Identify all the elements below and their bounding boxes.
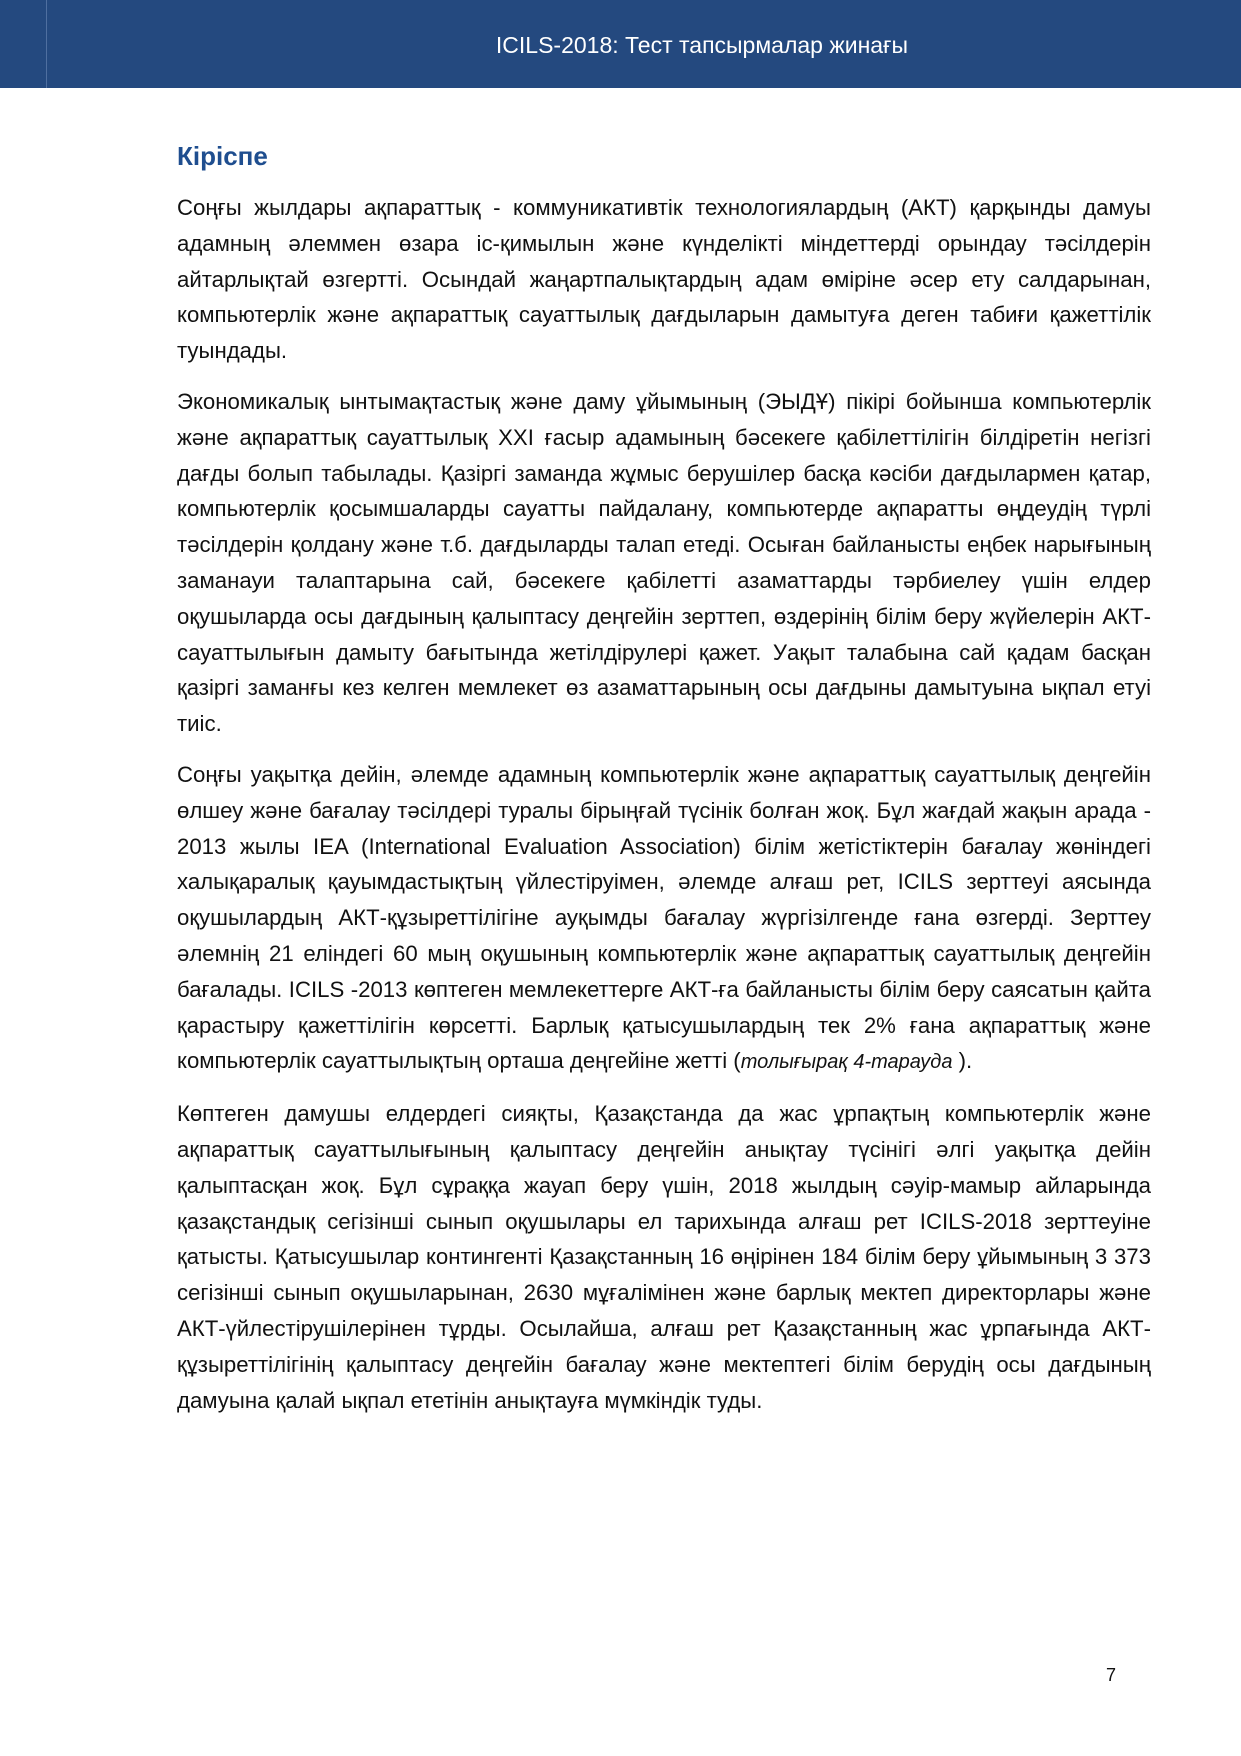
paragraph-2: Экономикалық ынтымақтастық және даму ұйымының (ЭЫДҰ) пікірі бойынша компьютерлік және ақпараттық сауаттылық XXI ғасыр адамының бәсекеге қабілеттілігін білдіретін негізгі дағды болып табылады. Қазіргі заманда жұмыс берушілер басқа кәсіби дағдылармен қатар, компьютерлік қосымшаларды сауатты пайдалану, компьютерде ақпаратты өңдеудің түрлі тәсілдерін қолдану және т.б. дағдыларды талап етеді. Осыған байланысты еңбек нарығының заманауи талаптарына сай, бәсекеге қабілетті азаматтарды тәрбиелеу үшін елдер оқушыларда осы дағдының қалыптасу деңгейін зерттеп, өздерінің білім беру жүйелерін АКТ-сауаттылығын дамыту бағытында жетілдірулері қажет. Уақыт талабына сай қадам басқан қазіргі заманғы кез келген мемлекет өз азаматтарының осы дағдыны дамытуына ықпал етуі тиіс.: [177, 388, 1151, 737]
main-content: [177, 140, 1151, 1433]
header-divider: [46, 0, 47, 88]
header-title: ICILS-2018: Тест тапсырмалар жинағы: [495, 32, 908, 58]
paragraph-3-text: Соңғы уақытқа дейін, әлемде адамның компьютерлік және ақпараттық сауаттылық деңгейін өлшеу және бағалау тәсілдері туралы бірыңғай түсінік болған жоқ. Бұл жағдай жақын арада - 2013 жылы IEA (International Evaluation Association) білім жетістіктерін бағалау жөніндегі халықаралық қауымдастықтың үйлестіруімен, әлемде алғаш рет, ICILS зерттеуі аясында оқушылардың АКТ-құзыреттілігіне ауқымды бағалау жүргізілгенде ғана өзгерді. Зерттеу әлемнің 21 еліндегі 60 мың оқушының компьютерлік және ақпараттық сауаттылық деңгейін бағалады. ICILS -2013 көптеген мемлекеттерге АКТ-ға байланысты білім беру саясатын қайта қарастыру қажеттілігін көрсетті. Барлық қатысушылардың тек 2% ғана ақпараттық және компьютерлік сауаттылықтың орташа деңгейіне жетті (: [177, 761, 1151, 1074]
paragraph-4: Көптеген дамушы елдердегі сияқты, Қазақстанда да жас ұрпақтың компьютерлік және ақпараттық сауаттылығының қалыптасу деңгейін анықтау түсінігі әлгі уақытқа дейін қалыптасқан жоқ. Бұл сұраққа жауап беру үшін, 2018 жылдың сәуір-мамыр айларында қазақстандық сегізінші сынып оқушылары ел тарихында алғаш рет ICILS-2018 зерттеуіне қатысты. Қатысушылар контингенті Қазақстанның 16 өңірінен 184 білім беру ұйымының 3 373 сегізінші сынып оқушыларынан, 2630 мұғалімінен және барлық мектеп директорлары және АКТ-үйлестірушілерінен тұрды. Осылайша, алғаш рет Қазақстанның жас ұрпағында АКТ-құзыреттілігінің қалыптасу деңгейін бағалау және мектептегі білім берудің осы дағдының дамуына қалай ықпал ететінін анықтауға мүмкіндік туды.: [177, 1101, 1151, 1413]
paragraph-1: Соңғы жылдары ақпараттық - коммуникативтік технологиялардың (АКТ) қарқынды дамуы адамның әлеммен өзара іс-қимылын және күнделікті міндеттерді орындау тәсілдерін айтарлықтай өзгертті. Осындай жаңартпалықтардың адам өміріне әсер ету салдарынан, компьютерлік және ақпараттық сауаттылық дағдыларын дамытуға деген табиғи қажеттілік туындады.: [177, 195, 1151, 364]
paragraph-3: [177, 757, 1151, 1081]
page-number: 7: [1106, 1665, 1117, 1685]
chapter-reference-note: толығырақ 4-тарауда: [740, 1051, 953, 1074]
paragraph-3-closing: ).: [952, 1048, 973, 1074]
page-header: [0, 0, 1241, 88]
section-heading: Кіріспе: [177, 141, 268, 171]
